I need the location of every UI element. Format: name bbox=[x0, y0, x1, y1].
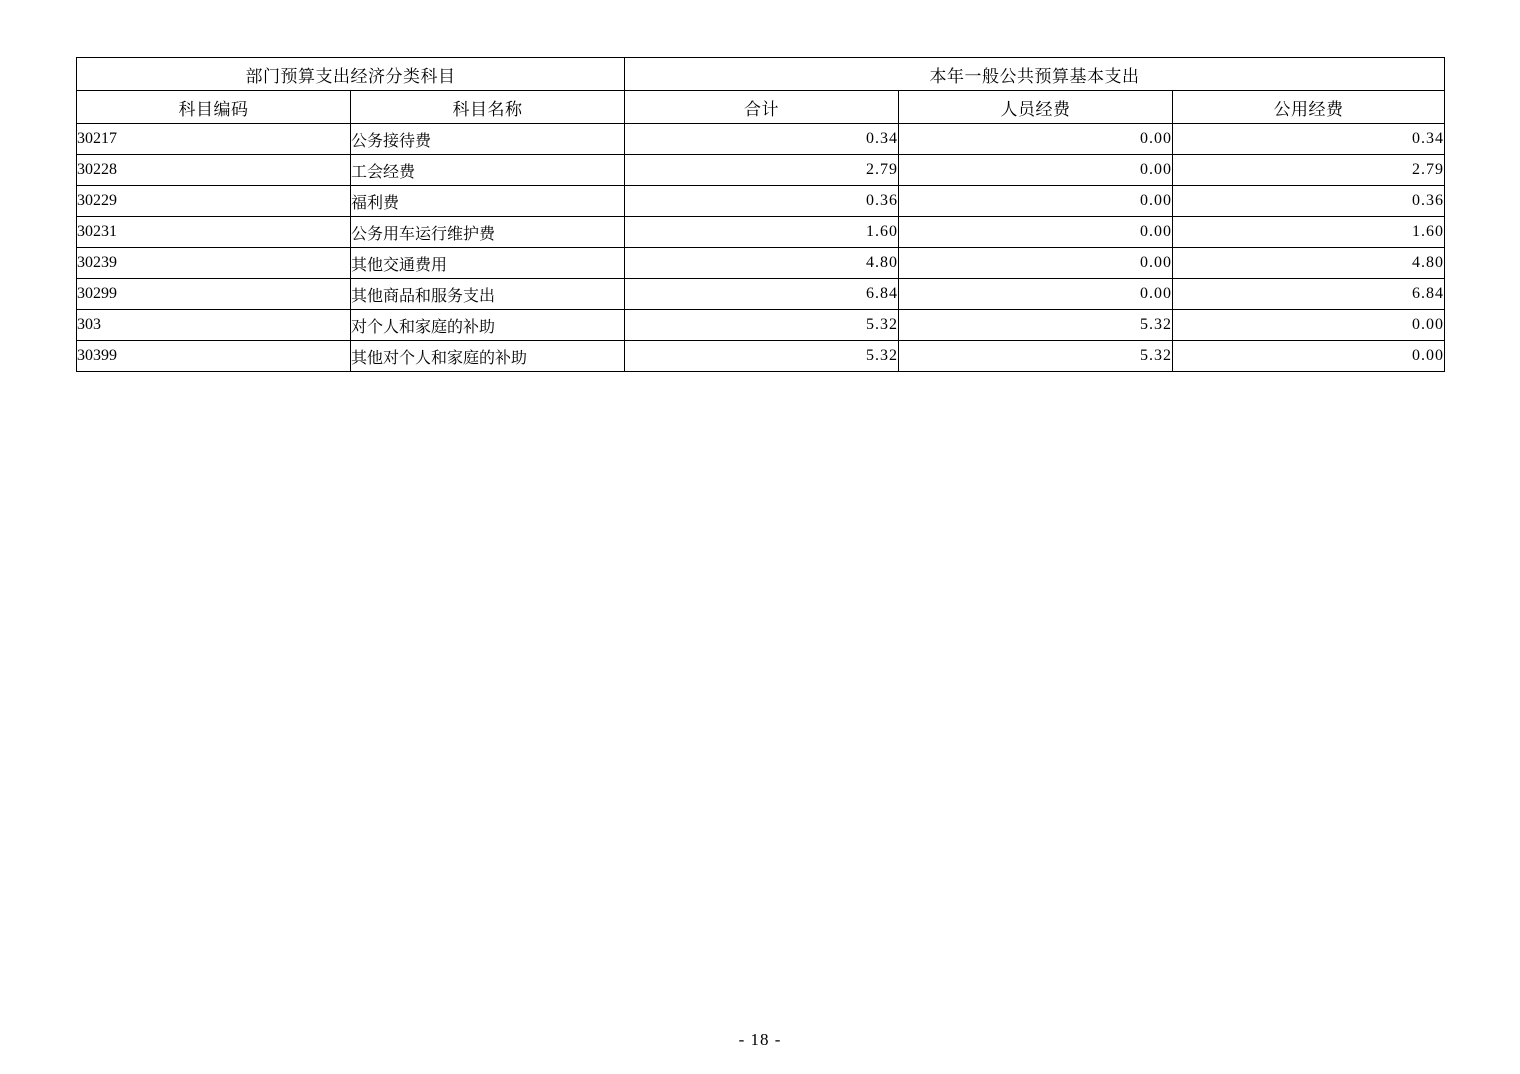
cell-public: 0.00 bbox=[1173, 341, 1445, 372]
cell-name: 其他交通费用 bbox=[351, 248, 625, 279]
group-header-left: 部门预算支出经济分类科目 bbox=[77, 58, 625, 91]
table-row bbox=[77, 155, 1445, 186]
cell-name: 其他商品和服务支出 bbox=[351, 279, 625, 310]
group-header-right: 本年一般公共预算基本支出 bbox=[625, 58, 1445, 91]
cell-total: 5.32 bbox=[625, 341, 899, 372]
cell-personnel: 0.00 bbox=[899, 279, 1173, 310]
column-header-public: 公用经费 bbox=[1173, 91, 1445, 124]
cell-public: 0.36 bbox=[1173, 186, 1445, 217]
table-row bbox=[77, 124, 1445, 155]
table-row bbox=[77, 248, 1445, 279]
table-row bbox=[77, 279, 1445, 310]
cell-personnel: 0.00 bbox=[899, 155, 1173, 186]
cell-total: 1.60 bbox=[625, 217, 899, 248]
cell-personnel: 0.00 bbox=[899, 186, 1173, 217]
cell-name: 对个人和家庭的补助 bbox=[351, 310, 625, 341]
cell-code: 30399 bbox=[77, 341, 351, 372]
page-footer: - 18 - bbox=[738, 1030, 782, 1049]
cell-personnel: 5.32 bbox=[899, 341, 1173, 372]
table-group-header-row bbox=[77, 58, 1445, 91]
column-header-personnel: 人员经费 bbox=[899, 91, 1173, 124]
cell-code: 30228 bbox=[77, 155, 351, 186]
column-header-name: 科目名称 bbox=[351, 91, 625, 124]
cell-total: 0.34 bbox=[625, 124, 899, 155]
cell-code: 303 bbox=[77, 310, 351, 341]
cell-public: 0.34 bbox=[1173, 124, 1445, 155]
cell-name: 公务接待费 bbox=[351, 124, 625, 155]
cell-code: 30229 bbox=[77, 186, 351, 217]
cell-public: 2.79 bbox=[1173, 155, 1445, 186]
cell-name: 工会经费 bbox=[351, 155, 625, 186]
cell-total: 6.84 bbox=[625, 279, 899, 310]
table-row bbox=[77, 341, 1445, 372]
cell-total: 4.80 bbox=[625, 248, 899, 279]
cell-total: 5.32 bbox=[625, 310, 899, 341]
cell-name: 公务用车运行维护费 bbox=[351, 217, 625, 248]
cell-public: 1.60 bbox=[1173, 217, 1445, 248]
cell-code: 30231 bbox=[77, 217, 351, 248]
column-header-code: 科目编码 bbox=[77, 91, 351, 124]
column-header-total: 合计 bbox=[625, 91, 899, 124]
table-body bbox=[77, 124, 1445, 372]
cell-personnel: 0.00 bbox=[899, 248, 1173, 279]
budget-table-container bbox=[76, 57, 1444, 372]
cell-personnel: 5.32 bbox=[899, 310, 1173, 341]
cell-public: 6.84 bbox=[1173, 279, 1445, 310]
budget-table bbox=[76, 57, 1445, 372]
cell-total: 0.36 bbox=[625, 186, 899, 217]
cell-personnel: 0.00 bbox=[899, 124, 1173, 155]
cell-total: 2.79 bbox=[625, 155, 899, 186]
table-row bbox=[77, 186, 1445, 217]
cell-code: 30239 bbox=[77, 248, 351, 279]
cell-code: 30299 bbox=[77, 279, 351, 310]
table-header bbox=[77, 58, 1445, 124]
cell-code: 30217 bbox=[77, 124, 351, 155]
cell-public: 4.80 bbox=[1173, 248, 1445, 279]
cell-personnel: 0.00 bbox=[899, 217, 1173, 248]
cell-name: 其他对个人和家庭的补助 bbox=[351, 341, 625, 372]
cell-name: 福利费 bbox=[351, 186, 625, 217]
table-row bbox=[77, 217, 1445, 248]
table-row bbox=[77, 310, 1445, 341]
cell-public: 0.00 bbox=[1173, 310, 1445, 341]
table-column-header-row bbox=[77, 91, 1445, 124]
